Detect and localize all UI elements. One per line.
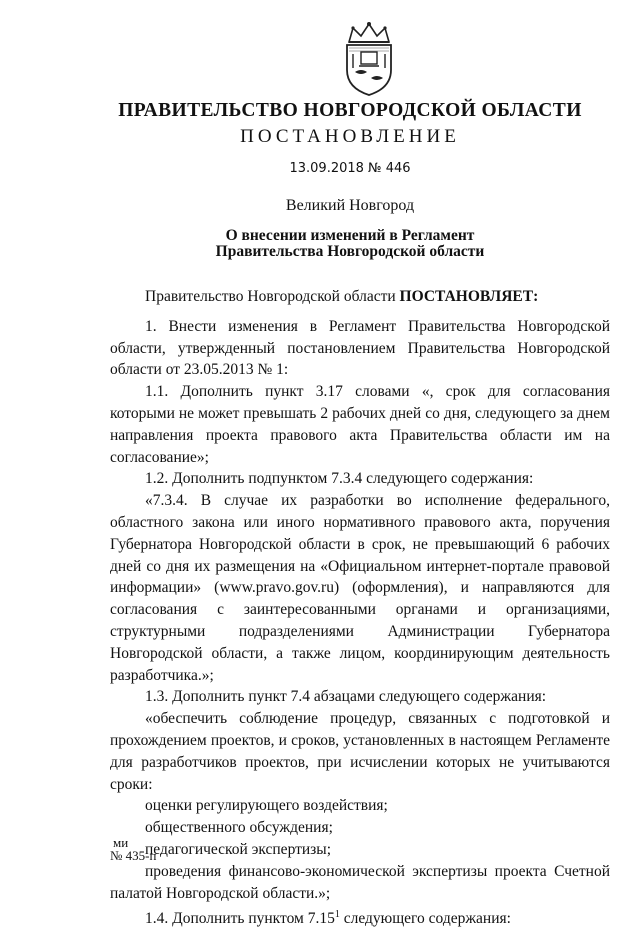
document-footer: [110, 836, 156, 862]
list-item-1: оценки регулирующего воздействия;: [145, 797, 388, 815]
superscript-1: 1: [334, 909, 340, 921]
subject-line-1: О внесении изменений в Регламент: [225, 227, 475, 244]
coat-of-arms-emblem: [335, 20, 403, 98]
list-item-4: проведения финансово-экономической экспертизы проекта Счетной палатой Новгородской области.»;: [110, 862, 610, 902]
subject-line-2: Правительства Новгородской области: [215, 243, 485, 260]
paragraph-1-2: 1.2. Дополнить подпунктом 7.3.4 следующего содержания:: [145, 470, 534, 488]
document-date-number: 13.09.2018 № 446: [289, 161, 411, 176]
footer-reference: № 435-п: [110, 848, 157, 863]
paragraph-1-3: 1.3. Дополнить пункт 7.4 абзацами следующего содержания:: [145, 688, 547, 706]
paragraph-1-2-text: «7.3.4. В случае их разработки во исполнение федерального, областного закона или иного нормативного правового акта, поручения Губернатора Новгородской области в срок, не превышающий 6 рабочих дней со дня их размещения на «Официальном интернет-портале правовой информации» (www.pravo.gov.ru) (оформления), и направляются для согласования с заинтересованными органами и организациями, структурными подразделениями Администрации Губернатора Новгородской области, а также лицом, координирующим деятельность разработчика.»;: [110, 492, 610, 684]
paragraph-1-4: 1.4. Дополнить пунктом 7.15$^1$ следующего содержания:: [145, 909, 511, 928]
document-body: [110, 286, 610, 930]
preamble: Правительство Новгородской области ПОСТАНОВЛЯЕТ:: [145, 288, 539, 305]
government-title: ПРАВИТЕЛЬСТВО НОВГОРОДСКОЙ ОБЛАСТИ: [118, 100, 582, 121]
paragraph-1-1: 1.1. Дополнить пункт 3.17 словами «, срок для согласования которыми не может превышать 2 рабочих дней со дня, следующего за днем направления проекта правового акта Правительства области им на согласование»;: [110, 383, 610, 466]
paragraph-1-3-text: «обеспечить соблюдение процедур, связанных с подготовкой и прохождением проектов, и сроков, установленных в настоящем Регламенте для разработчиков проектов, при исчислении которых не учитываются сроки:: [110, 710, 610, 793]
footer-initials: ми: [113, 835, 129, 850]
preamble-decree-word: ПОСТАНОВЛЯЕТ:: [399, 288, 539, 305]
list-item-2: общественного обсуждения;: [145, 819, 333, 837]
paragraph-1: 1. Внести изменения в Регламент Правительства Новгородской области, утвержденный постановлением Правительства Новгородской области от 23.05.2013 № 1:: [110, 317, 610, 379]
document-subject: [0, 228, 640, 260]
document-type: ПОСТАНОВЛЕНИЕ: [240, 126, 460, 147]
list-item-3: педагогической экспертизы;: [145, 840, 332, 858]
document-place: Великий Новгород: [285, 197, 415, 214]
